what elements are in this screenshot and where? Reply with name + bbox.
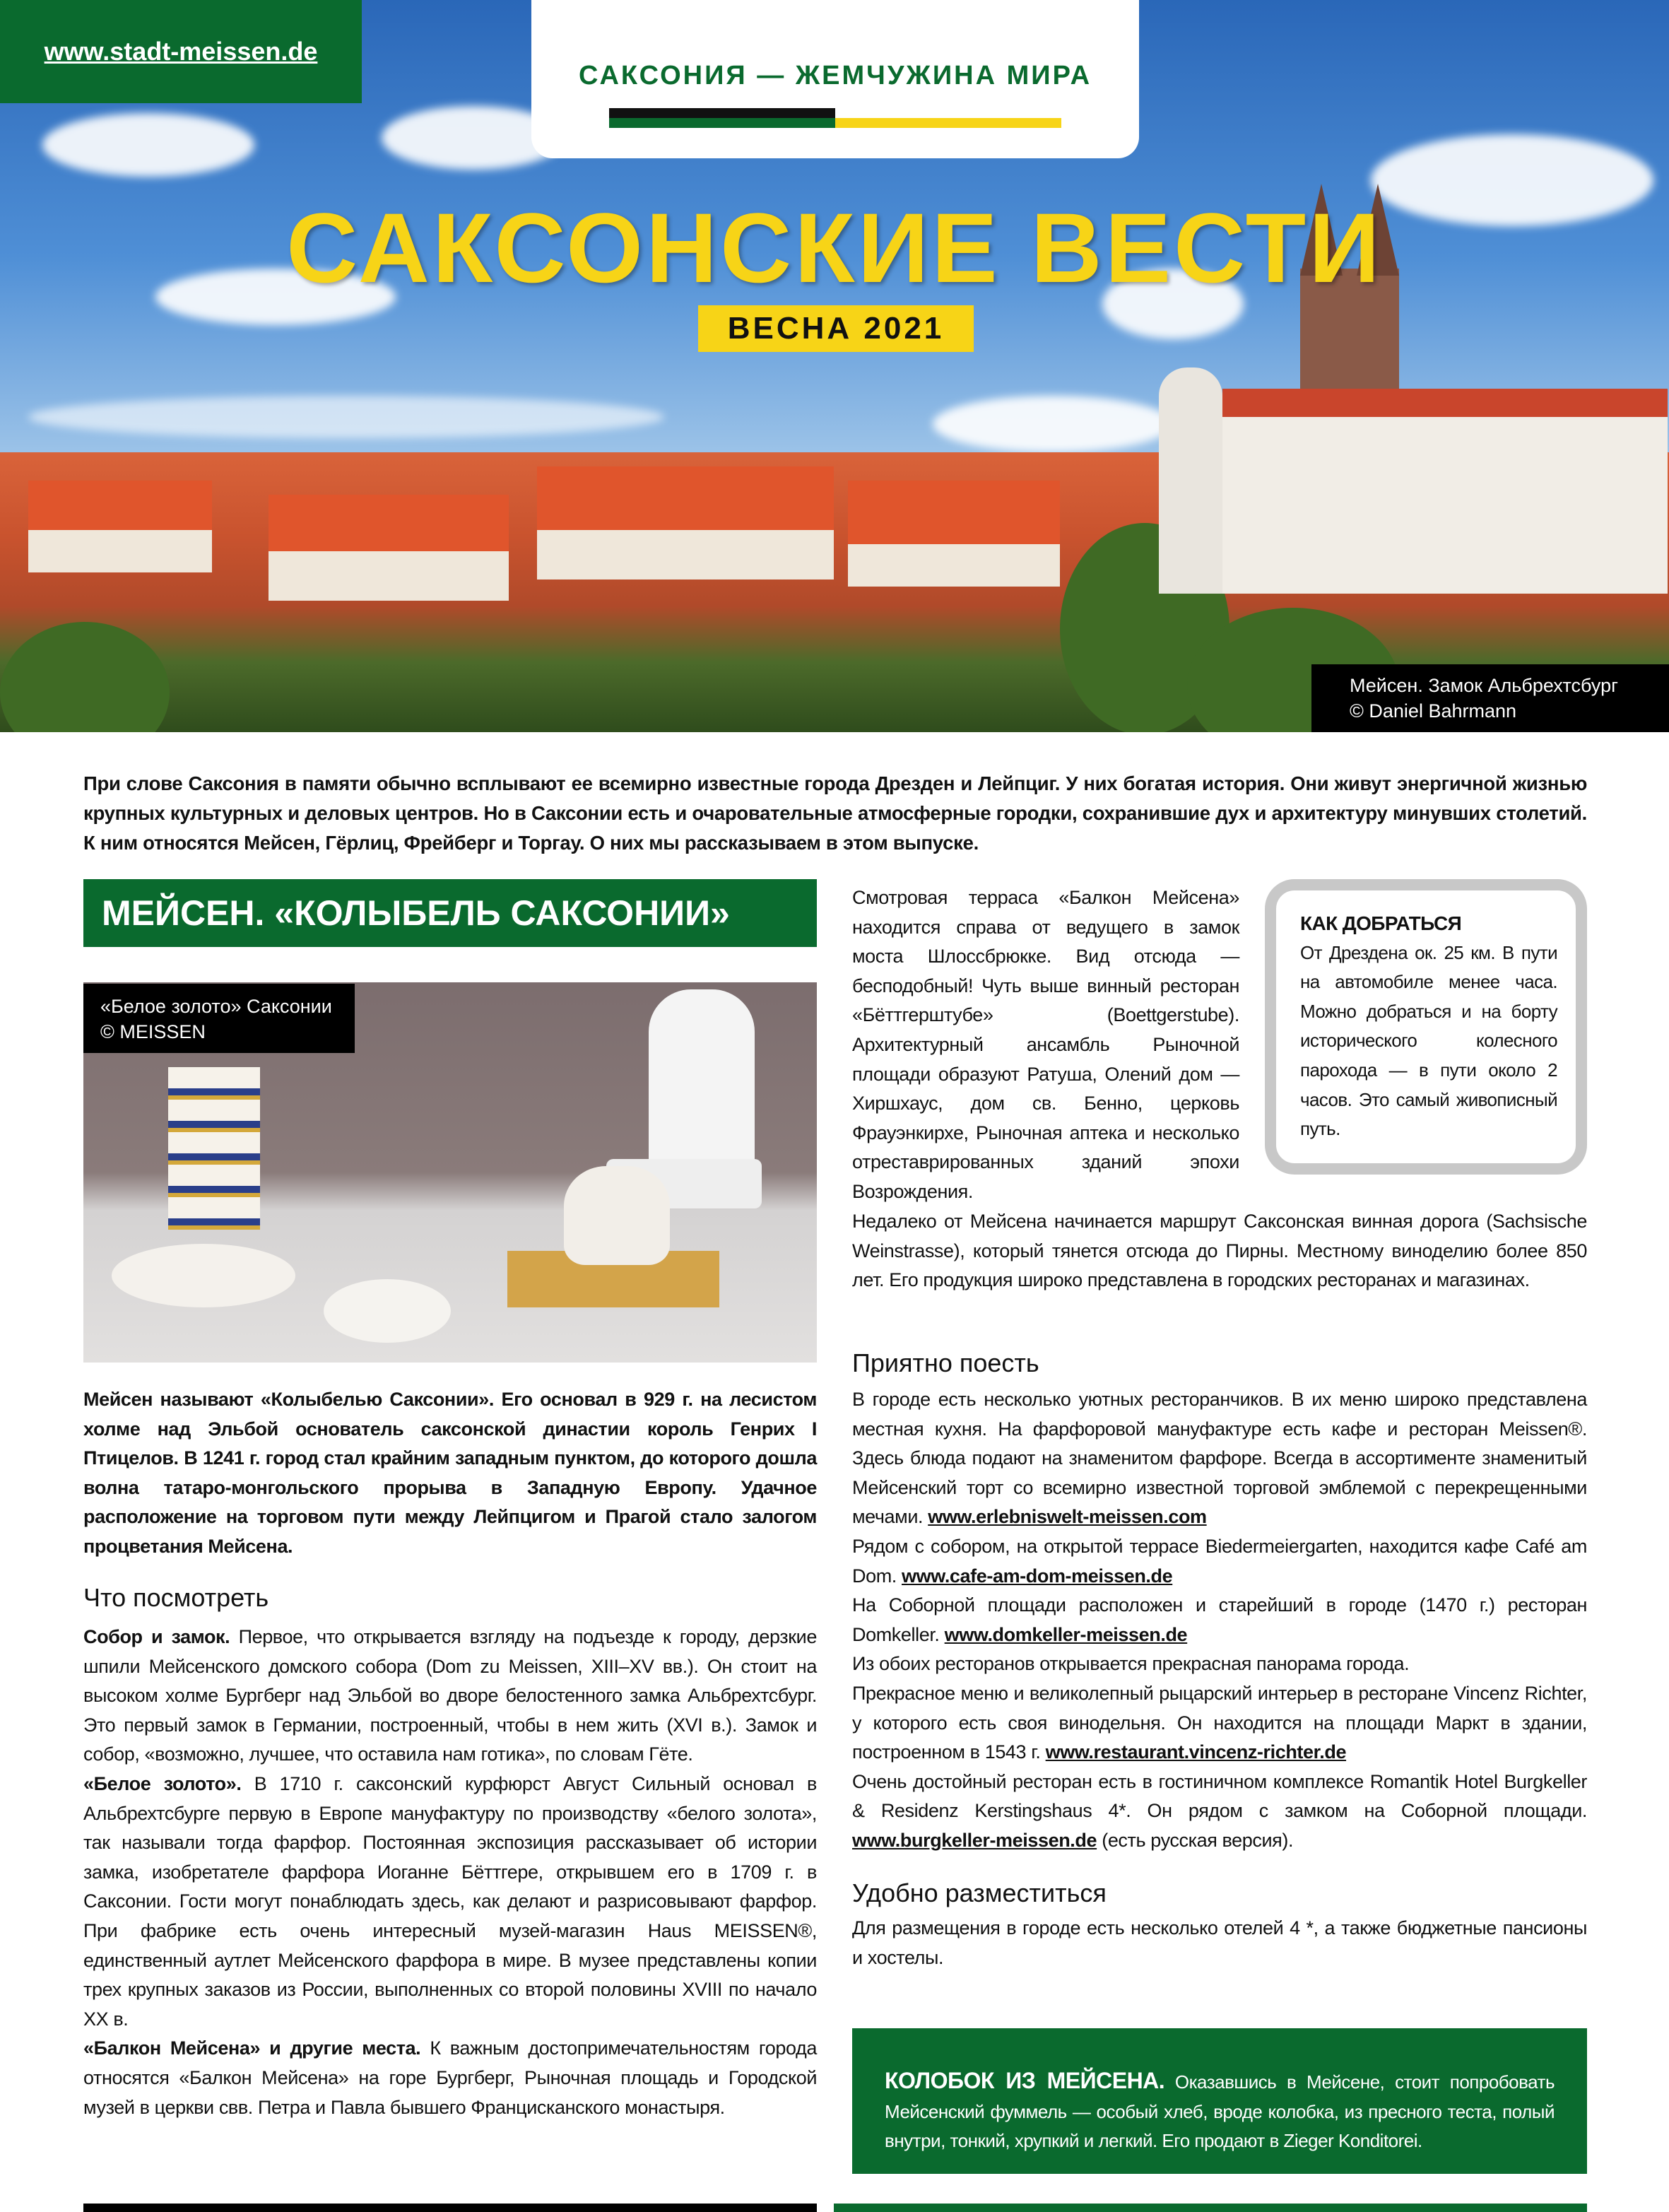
porcelain-photo (83, 982, 817, 1363)
newspaper-title: САКСОНСКИЕ ВЕСТИ (286, 192, 1383, 303)
website-link[interactable]: www.restaurant.vincenz-richter.de (1045, 1741, 1347, 1763)
text-run: На Соборной площади расположен и старейший в городе (1470 г.) ресторан Domkeller. (852, 1594, 1587, 1645)
text-run: Прекрасное меню и великолепный рыцарский интерьер в ресторане Vincenz Richter, у которого есть своя винодельня. Он находится на площади Маркт в здании, построенном в 1543 г. (852, 1682, 1587, 1763)
subheading-stay: Удобно разместиться (852, 1878, 1107, 1907)
website-link[interactable]: www.domkeller-meissen.de (944, 1623, 1188, 1645)
what-to-see-text (83, 1623, 817, 2122)
masthead-subtitle: САКСОНИЯ — ЖЕМЧУЖИНА МИРА (578, 61, 1092, 90)
paragraph (83, 1770, 817, 2034)
website-link[interactable]: www.cafe-am-dom-meissen.de (902, 1565, 1173, 1587)
text-run: В городе есть несколько уютных ресторанчиков. В их меню широко представлена местная кухня. На фарфоровой мануфактуре есть кафе и ресторан Meissen®. Здесь блюда подают на знаменитом фарфоре. Всегда в ассортименте знаменитый Мейсенский торт со всемирно известной торговой эмблемой с перекрещенными мечами. (852, 1389, 1587, 1528)
caption-line: Мейсен. Замок Альбрехтсбург (1350, 675, 1618, 696)
masthead-tab (531, 0, 1139, 158)
how-to-get-text: От Дрездена ок. 25 км. В пути на автомобиле менее часа. Можно добраться и на борту исторического колесного парохода — в пути около 2 часов. Это самый живописный путь. (1300, 941, 1557, 1140)
text-run: Из обоих ресторанов открывается прекрасная панорама города. (852, 1653, 1410, 1675)
run-in-heading: Собор и замок. (83, 1626, 230, 1647)
terrace-paragraph: Смотровая терраса «Балкон Мейсена» находится справа от ведущего в замок моста Шлоссбрюкке. Вид отсюда — бесподобный! Чуть выше винный ресторан «Бёттгерштубе» (Boettgerstube). Архитектурный ансамбль Рыночной площади образуют Ратуша, Олений дом — Хиршхаус, дом св. Бенно, церковь Фрауэнкирхе, Рыночная аптека и несколько отреставрированных зданий эпохи Возрождения. (852, 887, 1239, 1202)
subheading-what-to-see: Что посмотреть (83, 1583, 269, 1612)
website-link[interactable] (0, 0, 362, 103)
hero-photo-caption (1311, 664, 1669, 732)
image-caption (83, 984, 355, 1053)
caption-credit: © Daniel Bahrmann (1350, 700, 1517, 722)
kolobok-heading: КОЛОБОК ИЗ МЕЙСЕНА. (885, 2068, 1165, 2093)
how-to-get-box (1265, 879, 1587, 1175)
text-run: Рядом с собором, на открытой террасе Biedermeiergarten, находится кафе Café am Dom. (852, 1535, 1587, 1587)
wine-road-paragraph: Недалеко от Мейсена начинается маршрут Саксонская винная дорога (Sachsische Weinstrasse), который тянется отсюда до Пирны. Местному виноделию более 850 лет. Его продукция широко представлена в городских ресторанах и магазинах. (852, 1211, 1587, 1291)
text-run: Очень достойный ресторан есть в гостиничном комплексе Romantik Hotel Burgkeller & Residenz Kerstingshaus 4*. Он рядом с замком на Соборной площади. (852, 1770, 1587, 1822)
paragraph (852, 1591, 1587, 1649)
bottom-rule-right (834, 2204, 1587, 2212)
intro-paragraph: При слове Саксония в памяти обычно всплывают ее всемирно известные города Дрезден и Лейпциг. У них богатая история. Они живут энергичной жизнью крупных культурных и деловых центров. Но в Саксонии есть и очаровательные атмосферные городки, сохранившие дух и архитектуру минувших столетий. К ним относятся Мейсен, Гёрлиц, Фрейберг и Торгау. О них мы рассказываем в этом выпуске. (83, 772, 1587, 854)
paragraph (83, 2034, 817, 2122)
bottom-rule-left (83, 2204, 817, 2212)
paragraph (852, 1385, 1587, 1532)
website-link[interactable]: www.burgkeller-meissen.de (852, 1829, 1097, 1851)
text-run: (есть русская версия). (1097, 1829, 1294, 1851)
paragraph (852, 1649, 1587, 1679)
issue-season: ВЕСНА 2021 (698, 305, 974, 352)
website-url[interactable]: www.stadt-meissen.de (44, 37, 318, 66)
subheading-eat: Приятно поесть (852, 1348, 1039, 1377)
lead-paragraph: Мейсен называют «Колыбелью Саксонии». Его основал в 929 г. на лесистом холме над Эльбой основатель саксонской династии король Генрих I Птицелов. В 1241 г. город стал крайним западным пунктом, до которого дошла волна татаро-монгольского прорыва в Западную Европу. Удачное расположение на торговом пути между Лейпцигом и Прагой стало залогом процветания Мейсена. (83, 1389, 817, 1557)
paragraph (83, 1623, 817, 1770)
paragraph (852, 1679, 1587, 1767)
eat-text (852, 1385, 1587, 1856)
website-link[interactable]: www.erlebniswelt-meissen.com (928, 1506, 1207, 1528)
caption-credit: © MEISSEN (100, 1021, 206, 1042)
stay-text: Для размещения в городе есть несколько отелей 4 *, а также бюджетные пансионы и хостелы. (852, 1917, 1587, 1968)
paragraph (852, 1532, 1587, 1591)
text-run: К важным достопримечательностям города относятся «Балкон Мейсена» на горе Бургберг, Рыночная площадь и Городской музей в церкви свв. Петра и Павла бывшего Францисканского монастыря. (83, 2037, 817, 2118)
how-to-get-heading: КАК ДОБРАТЬСЯ (1300, 912, 1462, 934)
caption-line: «Белое золото» Саксонии (100, 996, 332, 1017)
text-run: Первое, что открывается взгляду на подъезде к городу, дерзкие шпили Мейсенского домского собора (Dom zu Meissen, XIII–XV вв.). Он стоит на высоком холме Бургберг над Эльбой во дворе белостенного замка Альбрехтсбург. Это первый замок в Германии, построенный, чтобы в нем жить (XVI в.). Замок и собор, «возможно, лучшее, что оставила нам готика», по словам Гёте. (83, 1626, 817, 1765)
run-in-heading: «Белое золото». (83, 1772, 242, 1794)
paragraph (852, 1767, 1587, 1856)
run-in-heading: «Балкон Мейсена» и другие места. (83, 2037, 421, 2059)
kolobok-box (852, 2028, 1587, 2174)
text-run: В 1710 г. саксонский курфюрст Август Сильный основал в Альбрехтсбурге первую в Европе мануфактуру по производству «белого золота», так называли тогда фарфор. Постоянная экспозиция рассказывает об истории замка, изобретателе фарфора Иоганне Бёттгере, открывшем его в 1709 г. в Саксонии. Гости могут понаблюдать здесь, как делают и разрисовывают фарфор. При фабрике есть очень интересный музей-магазин Haus MEISSEN®, единственный аутлет Мейсенского фарфора в мире. В музее представлены копии трех крупных заказов из России, выполненных со второй половины XVIII по начало XX в. (83, 1772, 817, 2030)
kolobok-text: Оказавшись в Мейсене, стоит попробовать Мейсенский фуммель — особый хлеб, вроде колобка, из пресного теста, полый внутри, тонкий, хрупкий и легкий. Его продают в Zieger Konditorei. (885, 2071, 1555, 2152)
saxony-flag-stripe (609, 108, 1061, 128)
section-heading-meissen: МЕЙСЕН. «КОЛЫБЕЛЬ САКСОНИИ» (83, 879, 817, 947)
